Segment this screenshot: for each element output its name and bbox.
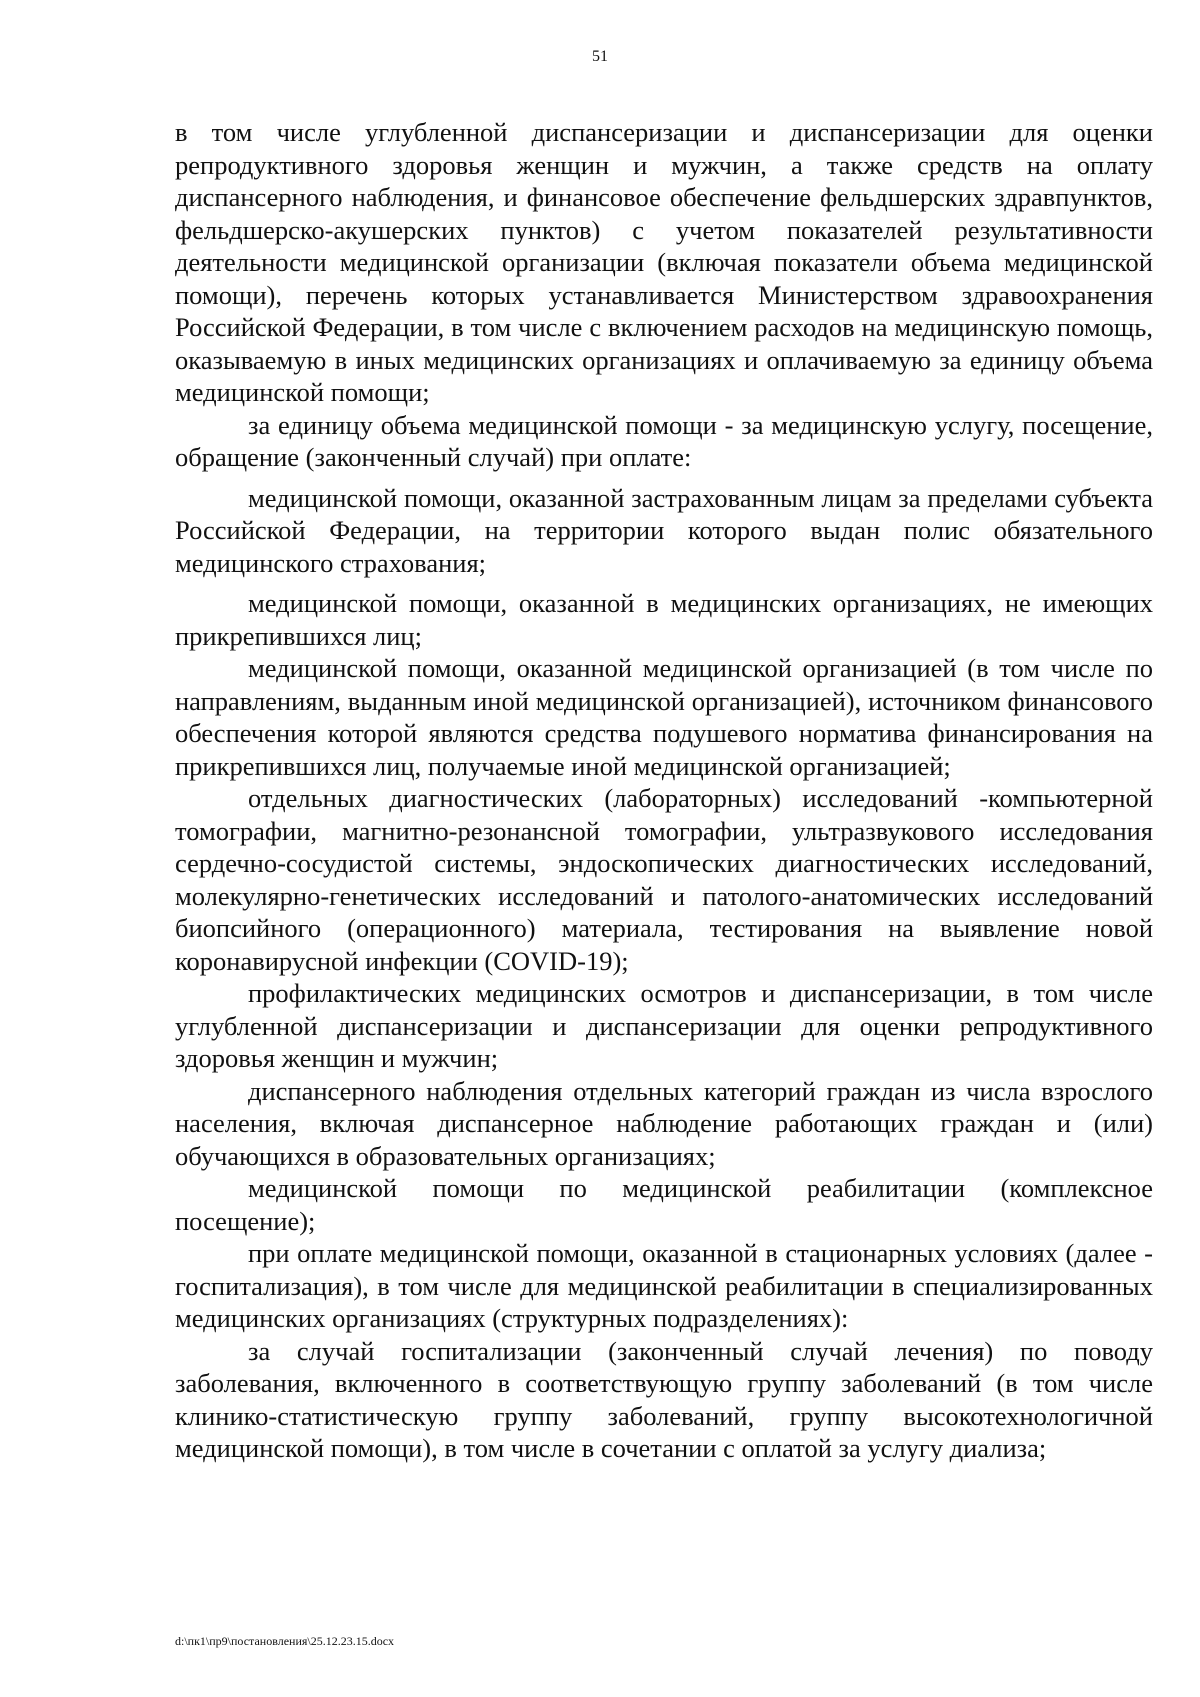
- paragraph-inpatient-payment: при оплате медицинской помощи, оказанной в стационарных условиях (далее - госпитализация), в том числе для медицинской реабилитации в специализированных медицинских организациях (структурных подразделениях):: [175, 1238, 1153, 1333]
- paragraph-rehabilitation: медицинской помощи по медицинской реабилитации (комплексное посещение);: [175, 1173, 1153, 1236]
- paragraph-hospitalization-case: за случай госпитализации (законченный случай лечения) по поводу заболевания, включенного в соответствующую группу заболеваний (в том числе клинико-статистическую группу заболеваний, группу высокотехнологичной медицинской помощи), в том числе в сочетании с оплатой за услугу диализа;: [175, 1335, 1153, 1463]
- paragraph-insured-outside-region: медицинской помощи, оказанной застрахованным лицам за пределами субъекта Российской Федерации, на территории которого выдан полис обязательного медицинского страхования;: [175, 482, 1153, 578]
- paragraph-diagnostic-studies: отдельных диагностических (лабораторных) исследований -компьютерной томографии, магнитно-резонансной томографии, ультразвукового исследования сердечно-сосудистой системы, эндоскопических диагностических исследований, молекулярно-генетических исследований и патолого-анатомических исследований биопсийного (операционного) материала, тестирования на выявление новой коронавирусной инфекции (COVID-19);: [175, 783, 1153, 976]
- paragraph-dispensary-observation: диспансерного наблюдения отдельных категорий граждан из числа взрослого населения, включая диспансерное наблюдение работающих граждан и (или) обучающихся в образовательных организациях;: [175, 1075, 1153, 1171]
- paragraph-referral-care: медицинской помощи, оказанной медицинской организацией (в том числе по направлениям, выданным иной медицинской организацией), источником финансового обеспечения которой являются средства подушевого норматива финансирования на прикрепившихся лиц, получаемые иной медицинской организацией;: [175, 653, 1153, 781]
- document-body: [175, 116, 1153, 1465]
- footer-file-path: d:\пк1\пр9\постановления\25.12.23.15.docx: [175, 1634, 395, 1648]
- paragraph-unit-of-volume: за единицу объема медицинской помощи - за медицинскую услугу, посещение, обращение (законченный случай) при оплате:: [175, 409, 1153, 472]
- page-number: 51: [592, 48, 608, 65]
- paragraph-preventive-exams: профилактических медицинских осмотров и диспансеризации, в том числе углубленной диспансеризации и диспансеризации для оценки репродуктивного здоровья женщин и мужчин;: [175, 978, 1153, 1073]
- paragraph-no-attached-persons: медицинской помощи, оказанной в медицинских организациях, не имеющих прикрепившихся лиц;: [175, 588, 1153, 651]
- paragraph-continuation: в том числе углубленной диспансеризации и диспансеризации для оценки репродуктивного здоровья женщин и мужчин, а также средств на оплату диспансерного наблюдения, и финансовое обеспечение фельдшерских здравпунктов, фельдшерско-акушерских пунктов) с учетом показателей результативности деятельности медицинской организации (включая показатели объема медицинской помощи), перечень которых устанавливается Министерством здравоохранения Российской Федерации, в том числе с включением расходов на медицинскую помощь, оказываемую в иных медицинских организациях и оплачиваемую за единицу объема медицинской помощи;: [175, 117, 1153, 407]
